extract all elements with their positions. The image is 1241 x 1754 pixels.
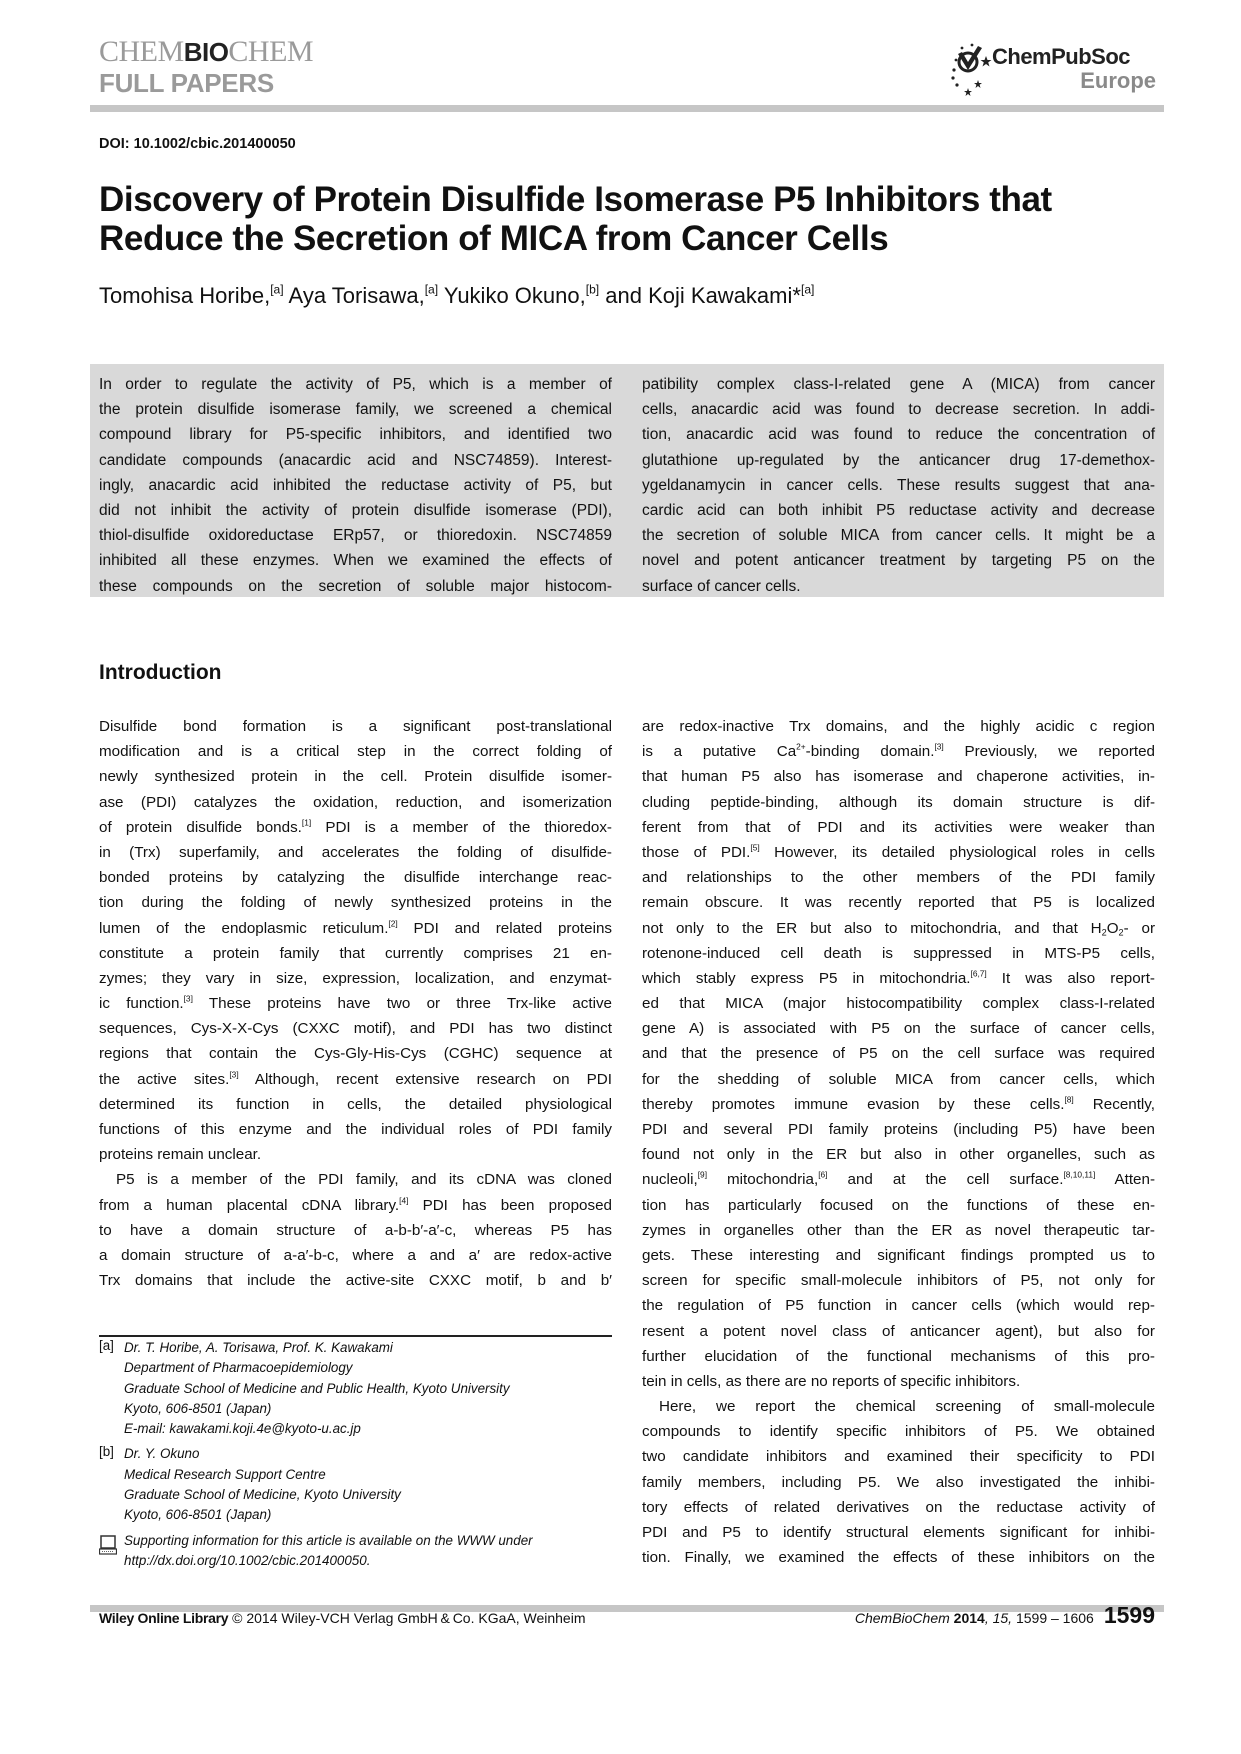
text-segment: lumen of the endoplasmic reticulum. [99,919,389,937]
text-line [99,941,612,966]
text-segment: newly synthesized protein in the cell. Protein disulfide isomer- [99,768,612,786]
footer-citation [855,1602,1155,1629]
citation-superscript: [9] [697,1169,708,1180]
text-segment: PDI and P5 to identify structural elements significant for inhibi- [642,1524,1155,1541]
text-segment: not only to the ER but also to mitochondria, and that H [642,919,1102,937]
wiley-online-library-link[interactable]: Wiley Online Library [99,1610,229,1626]
text-segment: tion during the folding of newly synthesized proteins in the [99,894,612,912]
text-segment: patibility complex class-I-related gene A (MICA) from cancer [642,376,1155,393]
footnote-line: E-mail: kawakami.koji.4e@kyoto-u.ac.jp [124,1421,361,1437]
citation-superscript: [5] [750,842,760,853]
text-line [642,1142,1155,1167]
text-line [642,1117,1155,1142]
text-segment: Recently, [1073,1095,1155,1113]
citation-volume: , 15, [984,1610,1013,1626]
text-segment: mitochondria, [707,1171,819,1189]
citation-superscript: [8] [1064,1094,1074,1105]
citation-superscript: [3] [934,741,944,752]
text-line [642,916,1155,941]
text-line [99,422,612,447]
affiliation-footnotes [99,1338,612,1571]
text-segment: and that the presence of P5 on the cell surface was required [642,1045,1155,1063]
text-segment: cardic acid can both inhibit P5 reductase activity and decrease [642,501,1155,519]
citation-superscript: [3] [183,993,193,1004]
text-segment: gets. These interesting and significant findings prompted us to [642,1246,1155,1264]
page-number: 1599 [1103,1602,1155,1628]
text-segment: Atten- [1095,1171,1156,1189]
header-rule [90,105,1164,112]
text-segment: functions of this enzyme and the individual roles of PDI family [99,1121,612,1138]
text-line [642,1319,1155,1344]
footer-copyright [99,1610,585,1626]
footnote-line: Dr. Y. Okuno [124,1446,200,1462]
text-segment: which stably express P5 in mitochondria. [642,969,971,987]
text-segment: Trx domains that include the active-site CXXC motif, b and b′ [99,1272,612,1290]
text-segment: that human P5 also has isomerase and chaperone activities, in- [642,768,1155,786]
footnote [99,1338,612,1439]
text-segment: tein in cells, as there are no reports of specific inhibitors. [642,1372,1021,1390]
title-line: Discovery of Protein Disulfide Isomerase P5 Inhibitors that [99,180,1052,219]
text-segment: and at the cell surface. [827,1171,1064,1189]
text-line [642,1495,1155,1520]
text-line [642,1218,1155,1243]
publisher-name: ChemPubSoc [992,44,1131,69]
text-line [99,498,612,523]
text-segment: found not only in the ER but also in other organelles, such as [642,1146,1155,1164]
text-segment: PDI is a member of the thioredox- [311,818,612,836]
citation-superscript: [8,10,11] [1063,1169,1096,1180]
text-segment: Disulfide bond formation is a significant post-translational [99,718,612,735]
affiliation-marker: [b] [585,282,600,297]
text-line [642,890,1155,915]
text-segment: zymes; they vary in size, expression, localization, and enzymat- [99,969,612,987]
text-line [642,714,1155,739]
subscript: 2 [1101,927,1107,938]
body-left-column [99,714,612,1293]
footnote-line: Dr. T. Horibe, A. Torisawa, Prof. K. Kawakami [124,1340,393,1355]
text-segment: a domain structure of a-a′-b-c, where a and a′ are redox-active [99,1246,612,1264]
text-segment: inhibited all these enzymes. When we examined the effects of [99,552,612,570]
footnote-line: Kyoto, 606-8501 (Japan) [124,1400,272,1416]
text-segment: These proteins have two or three Trx-like active [192,995,612,1013]
text-line [642,815,1155,840]
text-line [642,473,1155,498]
text-segment: constitute a protein family that currently comprises 21 en- [99,944,612,962]
text-line [99,1193,612,1218]
text-line [642,1067,1155,1092]
text-segment: Here, we report the chemical screening of small-molecule [659,1398,1155,1416]
affiliation-marker: [a] [800,282,815,297]
text-segment: candidate compounds (anacardic acid and NSC74859). Interest- [99,451,612,469]
text-line [99,966,612,991]
text-line [99,1142,612,1167]
text-line [642,966,1155,991]
text-line [642,764,1155,789]
text-segment: It was also report- [986,969,1155,987]
text-line [99,1067,612,1092]
text-line [99,548,612,573]
abstract-box [90,364,1164,597]
text-line [642,372,1155,397]
text-segment: the protein disulfide isomerase family, we screened a chemical [99,401,612,419]
author-list [99,282,814,310]
text-line [642,1092,1155,1117]
journal-name-suffix: CHEM [228,35,314,68]
citation-superscript: 2+ [796,741,806,752]
text-segment: cluding peptide-binding, although its domain structure is dif- [642,793,1155,811]
citation-superscript: [1] [301,817,312,828]
abstract-left-column [99,372,612,599]
text-line [642,1444,1155,1469]
text-line [642,1293,1155,1318]
text-line [642,548,1155,573]
text-line [642,574,1155,599]
text-segment: ed that MICA (major histocompatibility complex class-I-related [642,995,1155,1013]
footnote-line: Graduate School of Medicine, Kyoto University [124,1487,401,1503]
text-segment: ic function. [99,995,184,1013]
author-name: Tomohisa Horibe, [99,283,271,308]
citation-superscript: [2] [388,917,398,928]
text-line [99,1268,612,1293]
text-line [99,448,612,473]
text-line [99,1092,612,1117]
journal-name [99,36,313,68]
text-segment: PDI and related proteins [397,919,612,937]
text-segment: did not inhibit the activity of protein disulfide isomerase (PDI), [99,501,612,519]
author-name: Aya Torisawa, [283,283,425,308]
text-segment: tory effects of related derivatives on the reductase activity of [642,1498,1155,1516]
title-line: Reduce the Secretion of MICA from Cancer Cells [99,219,889,258]
text-line [99,714,612,739]
text-line [642,1394,1155,1419]
text-line [642,1520,1155,1545]
text-segment: P5 is a member of the PDI family, and its cDNA was cloned [116,1171,612,1189]
text-segment: determined its function in cells, the detailed physiological [99,1095,612,1113]
text-segment: PDI has been proposed [408,1196,612,1214]
text-segment: these compounds on the secretion of soluble major histocom- [99,577,612,595]
text-segment: sequences, Cys-X-X-Cys (CXXC motif), and PDI has two distinct [99,1020,612,1038]
text-line [642,1193,1155,1218]
text-segment: compounds to identify specific inhibitors of P5. We obtained [642,1423,1155,1441]
text-segment: Previously, we reported [943,743,1155,761]
text-line [642,1268,1155,1293]
text-segment: gene A) is associated with P5 on the surface of cancer cells, [642,1020,1155,1038]
text-segment: screen for specific small-molecule inhibitors of P5, not only for [642,1272,1155,1290]
journal-abbrev: ChemBioChem [854,1610,950,1626]
text-segment: modification and is a critical step in the correct folding of [99,743,612,761]
text-segment: tion has particularly focused on the functions of these en- [642,1196,1155,1214]
copyright-text: © 2014 Wiley-VCH Verlag GmbH & Co. KGaA, Weinheim [228,1610,586,1626]
footnote [99,1531,612,1572]
article-title [99,180,1169,258]
text-line [642,1041,1155,1066]
text-segment: further elucidation of the functional mechanisms of this pro- [642,1347,1155,1365]
text-segment: PDI and several PDI family proteins (including P5) have been [642,1121,1155,1138]
text-segment: thiol-disulfide oxidoreductase ERp57, or thioredoxin. NSC74859 [99,527,612,545]
text-line [642,1419,1155,1444]
text-line [642,1369,1155,1394]
text-line [99,1117,612,1142]
body-right-column [642,714,1155,1570]
text-segment: rotenone-induced cell death is suppressed in MTS-P5 cells, [642,944,1155,962]
text-line [642,790,1155,815]
subscript: 2 [1118,927,1124,938]
author-name: and Koji Kawakami* [599,283,801,308]
section-label: FULL PAPERS [99,68,274,98]
paragraph [642,714,1155,1394]
text-segment: two candidate inhibitors and examined their specificity to PDI [642,1448,1155,1466]
text-line [99,574,612,599]
text-segment: nucleoli, [642,1171,698,1189]
text-line [99,991,612,1016]
text-segment: family members, including P5. We also investigated the inhibi- [642,1473,1155,1491]
paragraph [99,714,612,1167]
text-line [642,941,1155,966]
text-line [642,865,1155,890]
publisher-logo [948,40,1158,100]
paragraph [642,1394,1155,1570]
text-line [99,397,612,422]
footnote-marker: [a] [99,1338,114,1353]
text-segment: O [1106,919,1119,937]
text-line [642,1344,1155,1369]
text-segment: the active sites. [99,1070,230,1088]
text-segment: ferent from that of PDI and its activities were weaker than [642,818,1155,836]
text-line [99,764,612,789]
text-segment: remain obscure. It was recently reported that P5 is localized [642,894,1155,912]
text-segment: ingly, anacardic acid inhibited the reductase activity of P5, but [99,476,612,494]
text-line [99,840,612,865]
author-name: Yukiko Okuno, [438,283,586,308]
text-line [99,916,612,941]
abstract-right-column [642,372,1155,599]
text-line [99,473,612,498]
text-segment: However, its detailed physiological roles in cells [759,843,1156,861]
text-segment: cells, anacardic acid was found to decrease secretion. In addi- [642,401,1155,419]
text-line [642,397,1155,422]
footnote [99,1444,612,1525]
text-line [99,890,612,915]
chempubsoc-stars-icon [948,40,992,100]
affiliation-marker: [a] [270,282,284,297]
text-line [99,790,612,815]
text-line [99,1041,612,1066]
text-segment: of protein disulfide bonds. [99,818,302,836]
text-line [99,739,612,764]
text-line [642,739,1155,764]
text-segment: regions that contain the Cys-Gly-His-Cys (CGHC) sequence at [99,1045,612,1063]
text-line [99,1016,612,1041]
text-line [99,372,612,397]
text-segment: resent a potent novel class of anticancer agent), but also for [642,1322,1155,1340]
footnote-line: Kyoto, 606-8501 (Japan) [124,1507,272,1523]
footnote-line: Medical Research Support Centre [124,1466,326,1482]
text-segment: compound library for P5-specific inhibitors, and identified two [99,426,612,444]
citation-superscript: [4] [399,1194,409,1205]
text-segment: zymes in organelles other than the ER as novel therapeutic tar- [642,1221,1155,1239]
text-segment: glutathione up-regulated by the anticancer drug 17-demethox- [642,451,1155,469]
footnote-marker: [b] [99,1444,114,1460]
text-segment: tion. Finally, we examined the effects of these inhibitors on the [642,1549,1155,1567]
text-segment: In order to regulate the activity of P5, which is a member of [99,376,612,393]
text-line [642,1243,1155,1268]
text-line [99,1167,612,1192]
text-segment: the secretion of soluble MICA from cancer cells. It might be a [642,527,1155,545]
text-line [642,448,1155,473]
text-line [642,1167,1155,1192]
citation-year: 2014 [949,1610,985,1626]
footnote-line: Department of Pharmacoepidemiology [124,1360,353,1376]
text-line [99,815,612,840]
text-line [642,422,1155,447]
affiliation-marker: [a] [424,282,439,297]
text-line [642,991,1155,1016]
citation-superscript: [6,7] [970,968,987,979]
text-segment: to have a domain structure of a-b-b′-a′-c, whereas P5 has [99,1221,612,1239]
text-line [642,840,1155,865]
citation-superscript: [6] [818,1169,828,1180]
text-segment: bonded proteins by catalyzing the disulfide interchange reac- [99,869,612,887]
footnote-line: Supporting information for this article is available on the WWW under [124,1532,533,1548]
text-segment: Although, recent extensive research on PDI [238,1070,612,1088]
text-line [99,865,612,890]
text-line [642,498,1155,523]
text-segment: -binding domain. [805,743,935,761]
computer-icon [99,1534,117,1559]
footnote-rule [99,1335,612,1337]
text-line [642,1545,1155,1570]
section-heading-introduction: Introduction [99,661,222,684]
text-segment: is a putative Ca [642,743,797,761]
text-segment: ase (PDI) catalyzes the oxidation, reduction, and isomerization [99,793,612,811]
citation-pages: 1599 – 1606 [1012,1610,1094,1626]
text-line [99,1243,612,1268]
text-segment: those of PDI. [642,843,751,861]
text-segment: proteins remain unclear. [99,1146,262,1164]
paragraph [99,1167,612,1293]
text-segment: surface of cancer cells. [642,577,801,595]
text-segment: ygeldanamycin in cancer cells. These results suggest that ana- [642,476,1155,494]
text-line [99,1218,612,1243]
text-segment: and relationships to the other members of the PDI family [642,869,1155,887]
text-segment: thereby promotes immune evasion by these cells. [642,1095,1065,1113]
text-segment: for the shedding of soluble MICA from cancer cells, which [642,1070,1155,1088]
footnote-line: Graduate School of Medicine and Public Health, Kyoto University [124,1380,510,1396]
footnote-line: http://dx.doi.org/10.1002/cbic.201400050. [124,1552,371,1568]
publisher-region: Europe [1080,68,1156,93]
text-segment: in (Trx) superfamily, and accelerates the folding of disulfide- [99,843,612,861]
text-segment: are redox-inactive Trx domains, and the highly acidic c region [642,718,1155,735]
text-segment: the regulation of P5 function in cancer cells (which would rep- [642,1297,1155,1315]
text-line [99,523,612,548]
text-line [642,1470,1155,1495]
doi: DOI: 10.1002/cbic.201400050 [99,136,296,152]
journal-name-prefix: CHEM [99,35,184,68]
text-line [642,1016,1155,1041]
text-segment: - or [1123,919,1156,937]
text-segment: tion, anacardic acid was found to reduce the concentration of [642,426,1155,444]
citation-superscript: [3] [229,1068,239,1079]
text-segment: from a human placental cDNA library. [99,1196,400,1214]
journal-name-mid: BIO [183,37,229,67]
text-segment: novel and potent anticancer treatment by targeting P5 on the [642,552,1155,570]
text-line [642,523,1155,548]
